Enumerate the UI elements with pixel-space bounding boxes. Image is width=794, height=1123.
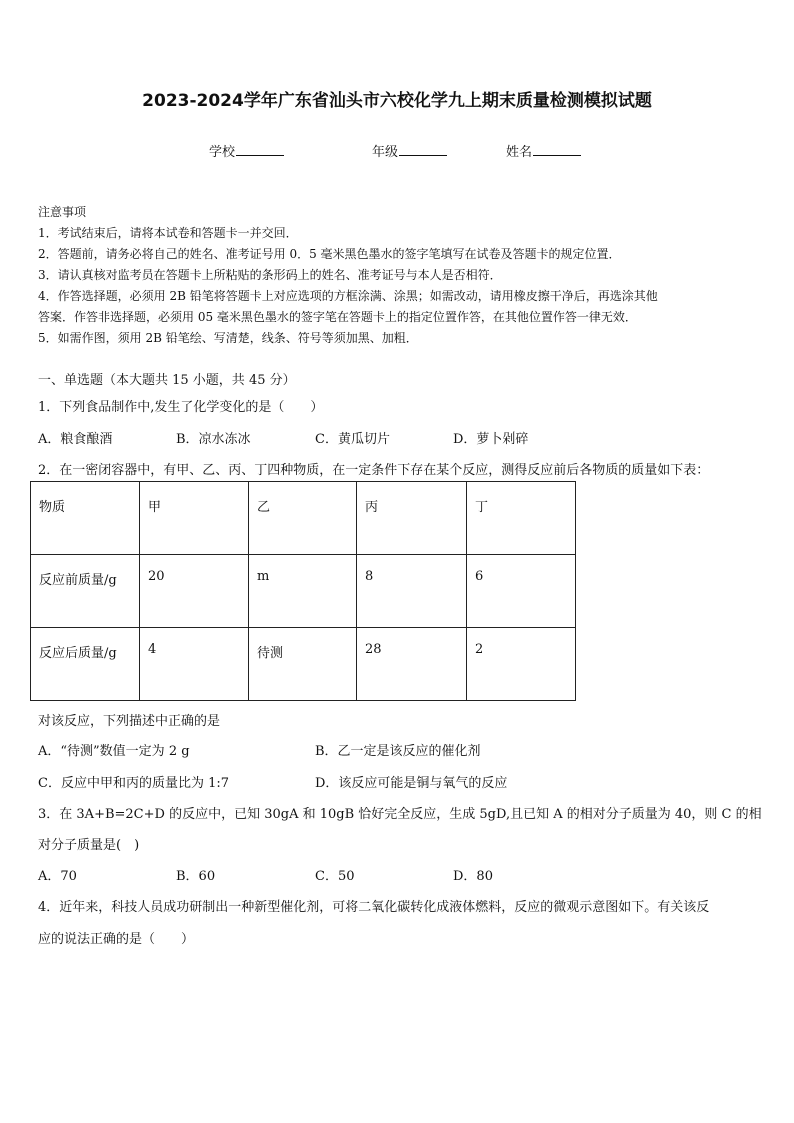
q3-option-a: A．70 (38, 869, 77, 884)
name-label: 姓名 (506, 145, 533, 160)
q2-option-b: B．乙一定是该反应的催化剂 (315, 744, 481, 759)
table-cell: 反应后质量/g (31, 628, 140, 701)
grade-label: 年级 (372, 145, 399, 160)
grade-blank (399, 143, 447, 156)
table-cell: 6 (467, 555, 576, 628)
table-cell: 2 (467, 628, 576, 701)
question-3-stem-cont: 对分子质量是( ) (38, 838, 140, 853)
notice-item: 2．答题前，请务必将自己的姓名、准考证号用 0．5 毫米黑色墨水的签字笔填写在试卷及答题卡的规定位置． (38, 247, 621, 261)
q3-option-b: B．60 (176, 869, 216, 884)
question-4-stem-cont: 应的说法正确的是（ ） (38, 932, 195, 947)
table-cell: 28 (357, 628, 467, 701)
q2-option-c: C．反应中甲和丙的质量比为 1:7 (38, 776, 230, 791)
table-cell: 乙 (249, 482, 357, 555)
school-blank (236, 143, 284, 156)
grade-field (372, 141, 447, 160)
notice-item: 3．请认真核对监考员在答题卡上所粘贴的条形码上的姓名、准考证号与本人是否相符． (38, 268, 502, 282)
table-row (31, 482, 576, 555)
question-3-stem: 3．在 3A+B=2C+D 的反应中，已知 30gA 和 10gB 恰好完全反应，生成 5gD,且已知 A 的相对分子质量为 40，则 C 的相 (38, 807, 762, 822)
school-field (209, 141, 284, 160)
table-cell: 反应前质量/g (31, 555, 140, 628)
table-cell: m (249, 555, 357, 628)
question-1-stem: 1．下列食品制作中,发生了化学变化的是（ ） (38, 400, 324, 415)
notice-item: 答案．作答非选择题，必须用 05 毫米黑色墨水的签字笔在答题卡上的指定位置作答，在其他位置作答一律无效． (38, 310, 637, 324)
mass-table (30, 481, 576, 701)
table-cell: 丙 (357, 482, 467, 555)
q1-option-c: C．黄瓜切片 (315, 432, 390, 447)
page-title: 2023-2024学年广东省汕头市六校化学九上期末质量检测模拟试题 (142, 91, 652, 111)
question-2-follow: 对该反应，下列描述中正确的是 (38, 714, 221, 729)
q3-option-d: D．80 (453, 869, 493, 884)
table-cell: 待测 (249, 628, 357, 701)
q2-option-a: A．“待测”数值一定为 2 g (38, 744, 190, 759)
q2-option-d: D．该反应可能是铜与氧气的反应 (315, 776, 508, 791)
name-field (506, 141, 581, 160)
question-4-stem: 4．近年来，科技人员成功研制出一种新型催化剂，可将二氧化碳转化成液体燃料，反应的微观示意图如下。有关该反 (38, 900, 710, 915)
q3-option-c: C．50 (315, 869, 355, 884)
table-cell: 物质 (31, 482, 140, 555)
table-cell: 8 (357, 555, 467, 628)
q1-option-d: D．萝卜剁碎 (453, 432, 529, 447)
notice-item: 5．如需作图，须用 2B 铅笔绘、写清楚，线条、符号等须加黑、加粗． (38, 331, 418, 345)
section-heading: 一、单选题（本大题共 15 小题，共 45 分） (38, 373, 296, 388)
table-cell: 甲 (140, 482, 249, 555)
table-row (31, 628, 576, 701)
name-blank (533, 143, 581, 156)
table-row (31, 555, 576, 628)
q1-option-a: A．粮食酿酒 (38, 432, 113, 447)
notice-heading: 注意事项 (38, 205, 87, 219)
notice-item: 1．考试结束后，请将本试卷和答题卡一并交回． (38, 226, 298, 240)
table-cell: 20 (140, 555, 249, 628)
school-label: 学校 (209, 145, 236, 160)
table-cell: 4 (140, 628, 249, 701)
q1-option-b: B．凉水冻冰 (176, 432, 251, 447)
notice-item: 4．作答选择题，必须用 2B 铅笔将答题卡上对应选项的方框涂满、涂黑；如需改动，请用橡皮擦干净后，再选涂其他 (38, 289, 658, 303)
table-cell: 丁 (467, 482, 576, 555)
question-2-stem: 2．在一密闭容器中，有甲、乙、丙、丁四种物质，在一定条件下存在某个反应，测得反应前后各物质的质量如下表： (38, 463, 710, 478)
